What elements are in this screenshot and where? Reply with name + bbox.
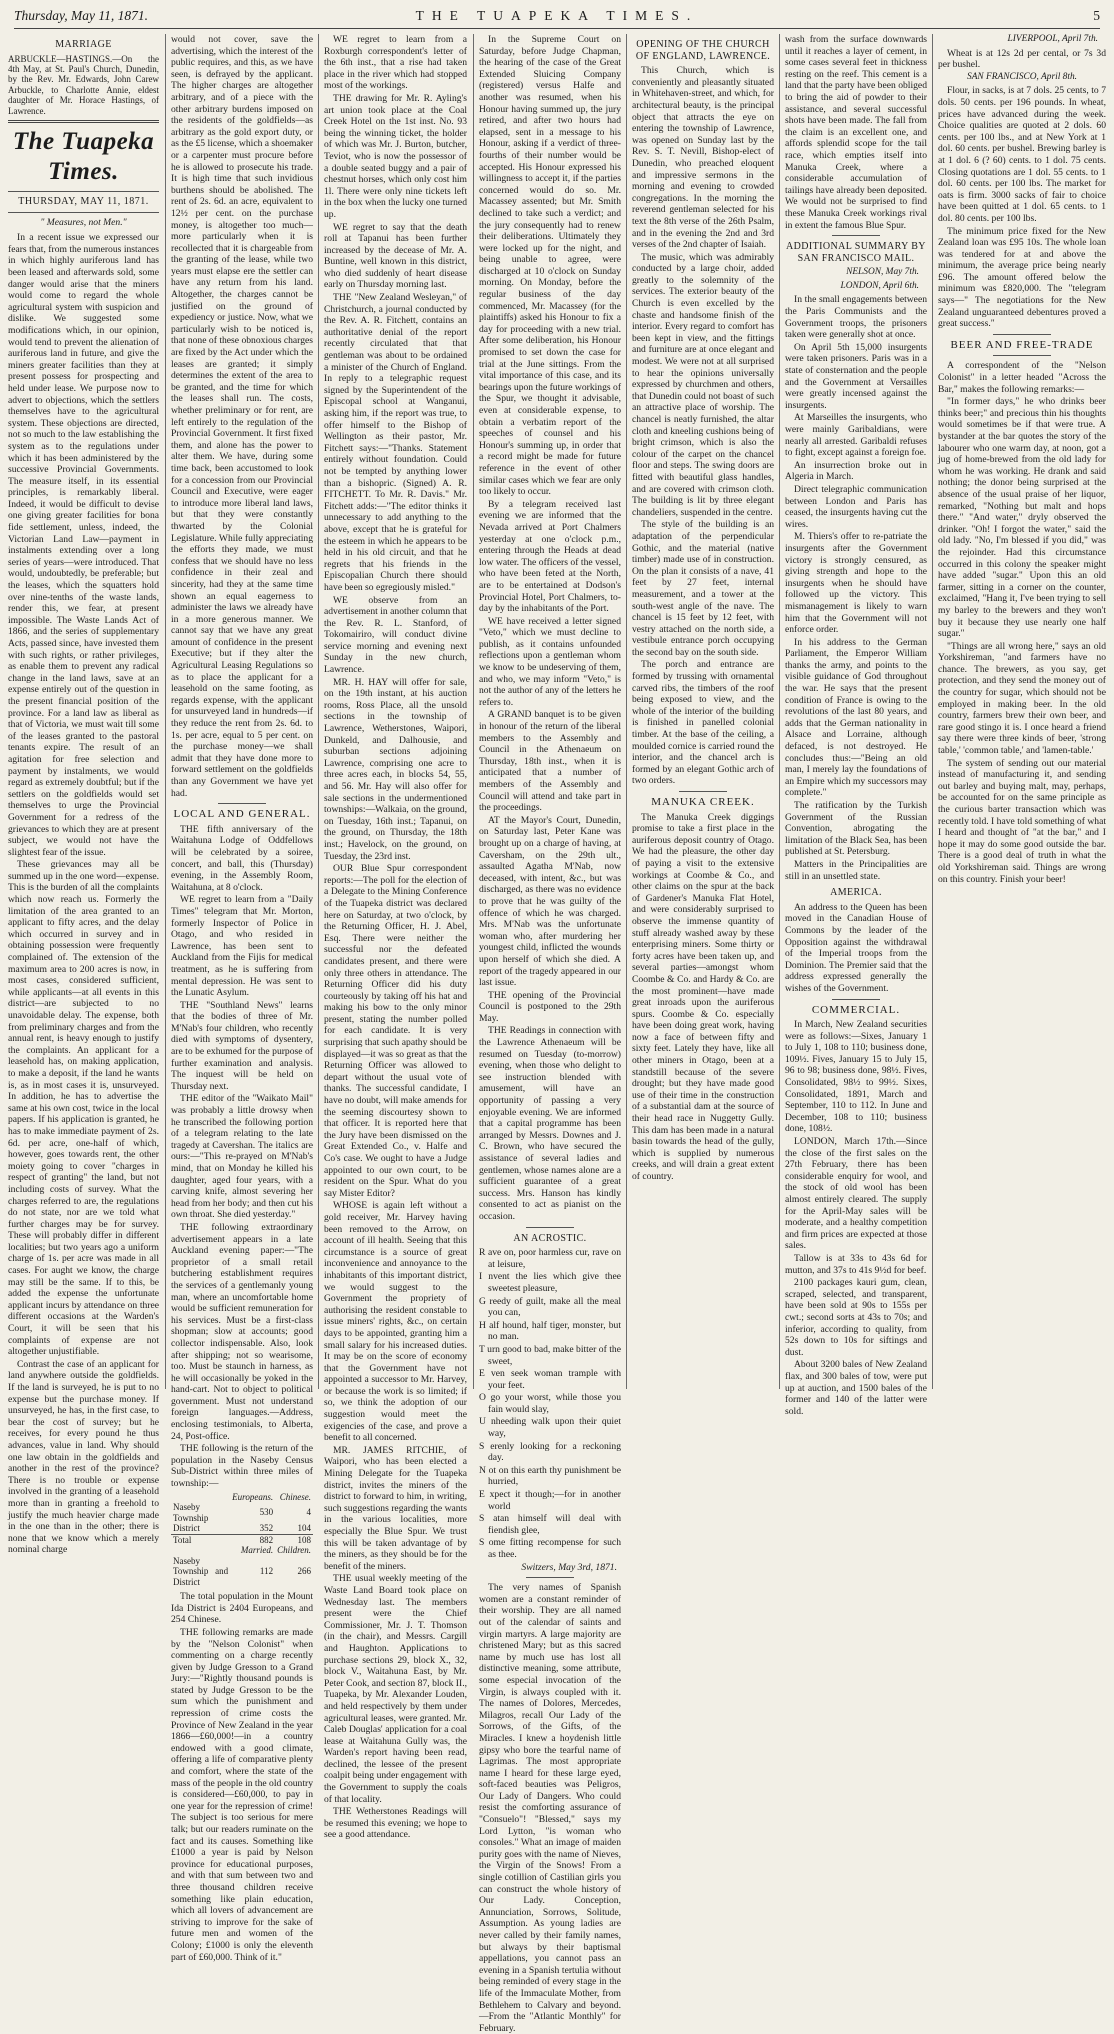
masthead-motto: " Measures, not Men."	[40, 216, 127, 228]
divider	[8, 212, 159, 213]
census-cell: 104	[297, 1523, 311, 1534]
census-header: Chinese.	[279, 1491, 311, 1502]
news-item: WE have received a letter signed "Veto," which we must decline to publish, as it contains unfounded reflections upon a gentleman whom we know to be undeserving of them, and who, we may inform "Veto," is not the author of any of the letters he refers to.	[479, 615, 621, 708]
census-cell: 112	[259, 1566, 274, 1577]
news-item: M. Thiers's offer to re-patriate the insurgents after the Government victory is strongly censured, as giving strength and hope to the insurgents when he should have followed up the victory. This mismanagement is likely to warn him that the Government will not enforce order.	[785, 531, 927, 636]
census-header: Europeans.	[232, 1491, 274, 1502]
census-header	[171, 1492, 230, 1503]
column-7	[938, 34, 1106, 1389]
america-heading: AMERICA.	[830, 887, 882, 899]
news-item: A GRAND banquet is to be given in honour of the return of the liberal members to the Assembly and Council in the Athenaeum on Thursday, 18th inst., when it is anticipated that a number of members of the Assembly and Council will attend and take part in the proceedings.	[479, 709, 621, 814]
dateline: NELSON, May 7th.	[846, 267, 919, 278]
running-head-paper-title: THE TUAPEKA TIMES.	[415, 8, 699, 23]
divider	[832, 999, 880, 1000]
news-item: OUR Blue Spur correspondent reports:—The poll for the election of a Delegate to the Mining Conference of the Tuapeka district was declared here on Saturday, at two o'clock, by the Returning Officer, H. J. Abel, Esq. There were neither the successful nor the defeated candidates present, and there were only three others in attendance. The Returning Officer did his duty courteously by taking off his hat and making his bow to the only minor present, stating the number polled for each candidate. It is very surprising that such apathy should be displayed—it was so great as that the Returning Officer was allowed to depart without the usual vote of thanks. The successful candidate, I have no doubt, will make amends for the seeming discourtesy shown to that officer. It is reported here that the Jury have been dismissed on the Great Extended Co., v. Halfe and Co's case. We ought to have a Judge appointed to our own court, to be resident on the Spur. What do you say Mister Editor?	[324, 863, 467, 1199]
news-item: About 3200 bales of New Zealand flax, and 300 bales of tow, were put up at auction, and 1500 bales of the former and 140 of the latter were sold.	[785, 1359, 927, 1417]
census-row	[171, 1523, 313, 1534]
news-item: MR. H. HAY will offer for sale, on the 19th instant, at his auction rooms, Ross Place, all the unsold sections in the township of Lawrence, Wetherstones, Waipori, Dunkeld, and Dalhousie, and suburban sections adjoining Lawrence, comprising one acre to three acres each, in blocks 54, 55, and 56. Mr. Hay will also offer for sale sections in the undermentioned townships:—Walkaia, on the ground, on Tuesday, 16th inst.; Tapanui, on the ground, on Thursday, the 18th inst.; Havelock, on the ground, on Tuesday, the 23rd inst.	[324, 676, 467, 862]
news-item: Wheat is at 12s 2d per cental, or 7s 3d per bushel.	[938, 47, 1106, 71]
acrostic-heading: AN ACROSTIC.	[513, 1232, 587, 1244]
column-5	[632, 34, 774, 1389]
beer-free-trade-heading: BEER AND FREE-TRADE	[950, 338, 1094, 351]
news-item: 2100 packages kauri gum, clean, scraped, selected, and transparent, have been sold at 90s to 155s per cwt.; second sorts at 43s to 70s; and inferior, according to quality, from 52s down to 10s for siftings and dust.	[785, 1277, 927, 1358]
news-item: Flour, in sacks, is at 7 dols. 25 cents, to 7 dols. 50 cents. per 196 pounds. In wheat, prices have advanced during the week. Choice qualities are quoted at 2 dols. 60 cents. per 100 lbs., and at New York at 1 dol. 60 cents. per bushel. Brewing barley is at 1 dol. 6 (? 60) cents. to 1 dol. 75 cents. Closing quotations are 1 dol. 55 cents. to 1 dol. 60 cents. per 100 lbs. The market for oats is firm. 3000 sacks of fair to choice have been quitted at 1 dol. 65 cents. to 1 dol. 80 cents. per 100 lbs.	[938, 85, 1106, 224]
masthead-title: The Tuapeka Times.	[12, 128, 155, 186]
poem-line: H alf hound, half tiger, monster, but no man.	[479, 1319, 621, 1343]
column-rule	[779, 34, 780, 1389]
divider	[993, 355, 1050, 356]
poem-line: S atan himself will deal with fiendish glee,	[479, 1513, 621, 1536]
news-item: THE following remarks are made by the "Nelson Colonist" when commenting on a charge recently given by Judge Gresson to a Grand Jury:—"Rightly thousand pounds is stated by Judge Gresson to be the sum which the punishment and repression of crime costs the Province of New Zealand in the year 1866—£60,000!—in a country endowed with a good climate, offering a life of comparative plenty and comfort, where the state of the mass of the people in the old country is considered—£60,000, to pay in one year for the repression of crime! The subject is too serious for mere talk; but our readers ruminate on the fact and its causes. Something like £1000 a year is paid by Nelson province for educational purposes, and with that sum between two and three thousand children receive something like plain education, which all lovers of advancement are striving to improve for the sake of future men and women of the Colony; £1000 is only the eleventh part of £60,000. Think of it."	[171, 1626, 314, 1963]
news-item: MR. JAMES RITCHIE, of Waipori, who has been elected a Mining Delegate for the Tuapeka district, invites the miners of the district to forward to him, in writing, such suggestions regarding the wants in the various localities, more especially the Blue Spur. We trust this will be taken advantage of by the miners, as they should be for the benefit of the miners.	[324, 1444, 467, 1572]
divider	[832, 235, 880, 236]
page-number: 5	[1093, 8, 1100, 23]
news-item: The total population in the Mount Ida District is 2404 Europeans, and 254 Chinese.	[171, 1591, 313, 1626]
article-paragraph: The style of the building is an adaptation of the perpendicular Gothic, and the material (native timber) made use of in construction. On the plan it consists of a nave, 41 feet by 27 feet, internal measurement, and a tower at the south-west angle of the nave. The chancel is 15 feet by 12 feet, with vestry attached on the north side, a vestibule entrance porch occupying the second bay on the south side.	[632, 519, 774, 658]
poem-line: O go your worst, while those you fain would slay,	[479, 1392, 621, 1415]
dateline: SAN FRANCISCO, April 8th.	[967, 71, 1077, 82]
census-total-row	[171, 1534, 313, 1545]
news-item: AT the Mayor's Court, Dunedin, on Saturday last, Peter Kane was brought up on a charge of having, at Caversham, on the 29th ult., assaulted Agatha M'Nab, now deceased, with intent, &c., but was discharged, as there was no evidence to prove that he was guilty of the offence of which he was charged. Mrs. M'Nab was the unfortunate woman who, after murdering her youngest child, inflicted the wounds upon herself of which she died. A report of the tragedy appeared in our last issue.	[479, 814, 621, 989]
marriage-notice: ARBUCKLE—HASTINGS.—On the 4th May, at St. Paul's Church, Dunedin, by the Rev. Mr. Edwards, John Carew Arbuckle, to Charlotte Annie, eldest daughter of Mr. Horace Hastings, of Lawrence.	[8, 53, 159, 116]
census-cell: District	[173, 1523, 200, 1534]
census-header	[171, 1545, 230, 1556]
news-item: WE observe from an advertisement in another column that the Rev. R. L. Stanford, of Tokomairiro, will conduct divine service morning and evening next Sunday in the new church, Lawrence.	[324, 594, 467, 676]
news-item: Tallow is at 33s to 43s 6d for mutton, and 37s to 41s 9½d for beef.	[785, 1252, 927, 1276]
poem-line: R ave on, poor harmless cur, rave on at leisure,	[479, 1247, 621, 1270]
news-item: THE editor of the "Waikato Mail" was probably a little drowsy when he transcribed the following portion of a telegram relating to the late tragedy at Cavershan. The italics are ours:—"This re-prayed on M'Nab's mind, that on Monday he killed his daughter, aged four years, with a carving knife, almost severing her head from her body; and then cut his own throat. She died yesterday."	[171, 1093, 313, 1221]
running-head-date: Thursday, May 11, 1871.	[14, 8, 148, 23]
news-item: THE "Southland News" learns that the bodies of three of Mr. M'Nab's four children, who recently died with symptoms of dysentery, are to be exhumed for the purpose of further examination and analysis. The inquest will be held on Thursday next.	[171, 999, 313, 1092]
divider	[8, 120, 159, 123]
article-paragraph: This Church, which is conveniently and pleasantly situated in Whitehaven-street, and which, for architectural beauty, is the principal object that attracts the eye on entering the township of Lawrence, was opened on Sunday last by the Rev. S. T. Nevill, Bishop-elect of Dunedin, who preached eloquent and impressive sermons in the morning and evening to crowded congregations. In the morning the reverend gentleman selected for his text the 8th verse of the 26th Psalm, and in the evening the 2nd and 3rd verses of the 2nd chapter of Isaiah.	[632, 65, 774, 251]
manuka-creek-heading: MANUKA CREEK.	[651, 796, 755, 808]
census-cell: 530	[259, 1507, 274, 1518]
news-item: THE following is the return of the population in the Naseby Census Sub-District within three miles of township:—	[171, 1443, 313, 1490]
divider	[679, 791, 727, 792]
news-item: Direct telegraphic communication between London and Paris has ceased, the insurgents having cut the wires.	[785, 483, 927, 530]
poem-line: U nheeding walk upon their quiet way,	[479, 1416, 621, 1440]
leader-paragraph: Contrast the case of an applicant for land anywhere outside the goldfields. If the land is surveyed, he is put to no expense but the purchase money. If unsurveyed, he has, in the first case, to bear the cost of survey; but he receives, for every pound he thus advances, value in land. Why should one law obtain in the goldfields and another in the rest of the province? There is no trouble or expense involved in the granting of a leasehold more than in granting a freehold to justify the much heavier charge made in the one than in the other; there is none that we know which a merely nominal charge	[8, 1358, 159, 1556]
census-cell: 882	[230, 1534, 275, 1545]
article-paragraph: The Manuka Creek diggings promise to take a first place in the auriferous deposit country of Otago. We had the pleasure, the other day of paying a visit to the extensive workings at Coombe & Co., and other claims on the spur at the back of Gardener's Manuka Flat Hotel, and were considerably surprised to observe the immense quantity of stuff already washed away by these enterprising miners. Some thirty or forty acres have been taken up, and several parties—amongst whom Coombe & Co. and Hardy & Co. are the most prominent—have made great inroads upon the auriferous spurs. Coombe & Co. especially have been doing great work, having now a face of between fifty and sixty feet. Lately they have, like all other miners in Otago, been at a standstill because of the severe drought; but they have made good use of their time in the construction of a substantial dam at the source of their head race in Nuggetty Gully. This dam has been made in a natural basin towards the head of the gully, which is supplied by numerous creeks, and will drain a great extent of country.	[632, 811, 774, 1182]
column-6	[785, 34, 928, 1417]
acrostic-poem	[479, 1247, 621, 1560]
column-rule	[473, 34, 474, 1389]
census-header: Married.	[240, 1545, 274, 1556]
census-table	[171, 1492, 313, 1588]
column-rule	[165, 34, 166, 1389]
news-item: WE regret to say that the death roll at Tapanui has been further increased by the decease of Mr. A. Buntine, well known in this district, who died suddenly of heart disease early on Thursday morning last.	[324, 221, 467, 291]
news-item: Matters in the Principalities are still in an unsettled state.	[785, 858, 927, 882]
news-item: An address to the Queen has been moved in the Canadian House of Commons by the leader of the Opposition against the withdrawal of the Imperial troops from the Dominion. The Premier said that the address expressed generally the wishes of the Government.	[785, 901, 927, 994]
news-item: In his address to the German Parliament, the Emperor William thanks the army, and points to the visible guidance of God throughout the war. He says that the present condition of France is owing to the revolutions of the last 80 years, and adds that the German nationality in Alsace and Lorraine, although defaced, is not destroyed. He concludes thus:—"Being an old man, I merely lay the foundations of an Empire which my successors may complete."	[785, 636, 928, 799]
news-item: In March, New Zealand securities were as follows:—Sixes, January 1 to July 1, 108 to 110; business done, 109½. Fives, January 15 to July 15, 96 to 98; business done, 98½. Fives, Consolidated, 98½ to 99½. Sixes, Consolidated, 1891, March and September, 110 to 112. In June and December, 108 to 110; business done, 108½.	[785, 1019, 927, 1135]
divider	[218, 803, 266, 804]
census-header: Children.	[277, 1545, 311, 1556]
census-cell: 352	[259, 1523, 274, 1534]
leader-paragraph: In a recent issue we expressed our fears that, from the numerous instances in which highly auriferous land has been leased and afterwards sold, some danger would arise that the miners would come to regard the whole agricultural system with suspicion and dislike. We suggested some modifications which, in our opinion, would tend to prevent the alienation of auriferous land in future, and give the miners greater facilities than they at present possess for prospecting and held under lease. We purpose now to advert to objections, which the settlers themselves have to the agricultural system. These objections are directed, not so much to the law establishing the system as to the regulations under which it has been administered by the successive Provincial Governments. The measure itself, in its essential principles, is remarkably liberal. Indeed, it would be difficult to devise one giving greater facilities for bona fide settlement, unless, indeed, the Victorian Land Law—payment in instalments extending over a long series of years—were introduced. That would, undoubtedly, be preferable; but the leases, which the squatters hold over nine-tenths of the waste lands, render this, we fear, at present impossible. The Waste Lands Act of 1866, and the series of supplementary Acts, passed since, have invested them with such rights, or rather privileges, as enable them to prevent any radical change in the land laws, save at an expense entirely out of the question in the present financial position of the province. For a land law as liberal as that of Victoria, we must wait till some of the leases granted to the pastoral tenants expire. The result of an agitation for free selection and payment by instalments, we would regard as extremely doubtful; but if the settlers on the goldfields would set themselves to urge the Provincial Government for a redress of the grievances to which they are at present subject, we would not have the slightest fear of the issue.	[8, 232, 159, 858]
divider	[993, 334, 1050, 335]
census-cell: 4	[306, 1507, 311, 1518]
dateline: LIVERPOOL, April 7th.	[1007, 34, 1098, 44]
running-head	[14, 6, 1100, 29]
news-item: In the small engagements between the Paris Communists and the Government troops, the prisoners taken were generally shot at once.	[785, 294, 927, 341]
news-item: The ratification by the Turkish Government of the Russian Convention, abrogating the limitation of the Black Sea, has been published at St. Petersburg.	[785, 800, 927, 858]
news-item: WE regret to learn from a "Daily Times" telegram that Mr. Morton, formerly Inspector of Police in Otago, and who resided in Lawrence, has been sent to Auckland from the Fijis for medical treatment, as he is suffering from mental depression. He was sent to the Lunatic Asylum.	[171, 894, 313, 999]
news-item: The very names of Spanish women are a constant reminder of their worship. They are all named out of the calendar of saints and virgin martyrs. A large majority are christened Mary; but as this sacred name by much use has lost all distinctive meaning, some attribute, some especial invocation of the Virgin, is always coupled with it. The names of Dolores, Mercedes, Milagros, recall Our Lady of the Sorrows, of the Gifts, of the Miracles. I knew a hoydenish little gipsy who bore the tearful name of Lagrimas. The most appropriate name I heard for these large eyed, soft-faced beauties was Peligros, Our Lady of Dangers. Who could resist the comforting assurance of "Consuelo"! "Blessed," says my Lord Lytton, "is woman who consoles." What an image of maiden purity goes with the name of Nieves, the Virgin of the Snows! From a single cotillion of Castilian girls you can construct the whole history of Our Lady. Conception, Annunciation, Sorrows, Solitude, Assumption. As young ladies are never called by their family names, but always by their baptismal appellations, you cannot pass an evening in a Spanish tertulia without being reminded of every stage in the life of the Immaculate Mother, from Bethlehem to Calvary and beyond.—From the "Atlantic Monthly" for February.	[479, 1582, 621, 2034]
poem-line: S erenly looking for a reckoning day.	[479, 1440, 621, 1464]
news-item: THE usual weekly meeting of the Waste Land Board took place on Wednesday last. The members present were the Chief Commissioner, Mr. J. T. Thomson (in the chair), and Messrs. Cargill and Haughton. Applications to purchase sections 29, block X., 32, block V., Waitahuna East, by Mr. Peter Cook, and section 87, block II., Tuapeka, by Mr. Alexander Louden, and held respectively by them under agricultural leases, were granted. Mr. Caleb Douglas' application for a coal lease at Waitahuna Gully was, the Warden's report having been read, declined, the lessee of the present coalpit being under engagement with the Government to supply the coals of that locality.	[324, 1573, 467, 1805]
poem-line: T urn good to bad, make bitter of the sweet,	[479, 1343, 621, 1367]
news-item: THE Readings in connection with the Lawrence Athenaeum will be resumed on Tuesday (to-morrow) evening, when those who delight to see instruction blended with amusement, will have an opportunity of passing a very enjoyable evening. We are informed that a capital programme has been arranged by Messrs. Downes and J. C. Brown, who have secured the assistance of several ladies and gentlemen, whose names alone are a sufficient guarantee of a great success. Mrs. Hanson has kindly consented to act as pianist on the occasion.	[479, 1025, 621, 1222]
summary-heading: ADDITIONAL SUMMARY BY SAN FRANCISCO MAIL.	[786, 241, 926, 264]
news-item: THE fifth anniversary of the Waitahuna Lodge of Oddfellows will be celebrated by a soiree, concert, and ball, this (Thursday) evening, in the Assembly Room, Waitahuna, at 8 o'clock.	[171, 823, 313, 893]
news-item: WE regret to learn from a Roxburgh correspondent's letter of the 6th inst., that a rise had taken place in the river which had stopped most of the workings.	[324, 34, 467, 92]
article-paragraph: The porch and entrance are formed by trussing with ornamental carved ribs, the timbers of the roof being exposed to view, and the whole of the interior of the building is finished in panelled colonial timber. At the base of the ceiling, a moulded cornice is carried round the interior, and the chancel arch is formed by an elegant Gothic arch of two orders.	[632, 659, 774, 787]
news-item: In the Supreme Court on Saturday, before Judge Chapman, the hearing of the case of the Great Extended Sluicing Company (registered) versus Halfe and another was resumed, when his Honour having summed up, the jury retired, and after two hours had elapsed, sent in a message to his Honour, asking if a verdict of three-fourths of their number would be accepted. His Honour expressed his willingness to accept it, if the parties concerned would do so. Mr. Macassey assented; but Mr. Smith declined to take such a verdict; and the jury consequently had to renew their deliberations. Ultimately they were locked up for the night, and being unable to agree, were discharged at 10 o'clock on Sunday morning. On Monday, before the regular business of the day commenced, Mr. Macassey (for the plaintiffs) asked his Honour to fix a day for proceeding with a new trial. After some deliberation, his Honour promised to set down the case for trial at the June sittings. From the vital importance of this case, and its bearings upon the future workings of the Spur, we thought it advisable, even at considerable expense, to obtain a verbatim report of the speeches of counsel and his Honour's summing up, in order that a record might be made for future reference in the event of other similar cases which we fear are only too likely to occur.	[479, 34, 622, 498]
column-3	[324, 34, 467, 1841]
article-paragraph: The music, which was admirably conducted by a large choir, added greatly to the solemnity of the services. The exterior beauty of the Church is even excelled by the chaste and handsome finish of the interior. Every regard to comfort has been kept in view, and the fittings and furniture are at once elegant and modest. We were not at all surprised to hear the opinions universally expressed by churchmen and others, that Dunedin could not boast of such an attractive place of worship. The chancel is neatly furnished, the altar cloth and kneeling cushions being of bright crimson, which is also the colour of the carpet on the chancel floor and steps. The swing doors are fitted with beautiful glass handles, and are covered with crimson cloth. The building is lit by three elegant chandeliers, suspended in the centre.	[632, 251, 774, 518]
column-rule	[626, 34, 627, 1389]
news-item: An insurrection broke out in Algeria in March.	[785, 459, 927, 483]
census-cell: Naseby Township and District	[173, 1555, 229, 1587]
poem-line: E xpect it though;—for in another world	[479, 1489, 621, 1512]
poem-line: I nvent the lies which give thee sweetest pleasure,	[479, 1271, 621, 1294]
divider	[526, 1227, 574, 1228]
news-item: THE opening of the Provincial Council is postponed to the 29th May.	[479, 989, 621, 1024]
news-item: THE Wetherstones Readings will be resumed this evening; we hope to see a good attendance.	[324, 1806, 467, 1841]
local-and-general-heading: LOCAL AND GENERAL.	[173, 808, 311, 821]
census-header-row	[171, 1492, 313, 1503]
poem-line: N ot on this earth thy punishment be hurried,	[479, 1464, 621, 1488]
article-paragraph: "In former days," he who drinks beer thinks beer;" and precious thin his thoughts would sometimes be if that were true. A bystander at the bar quotes the story of the labourer who one warm day, at noon, got a jug of home-brewed from the old lady for whom he was working. He drank and said nothing; the donor being surprised at the absence of the usual praise of her liquor, remarked, "Nothing but malt and hops there." "And water," dryly observed the drinker. "Oh! I forgot the water," said the old lady. "No, I'm blessed if you did," was the rejoinder. Had this circumstance occurred in this colony the speaker might have added "sugar." Upon this an old farmer, sitting in a corner on the counter, exclaimed, "Hang it, I've been trying to sell my barley to the brewers and they won't buy it because they use nearly one half sugar."	[938, 396, 1106, 640]
census-cell: 266	[297, 1566, 311, 1577]
article-paragraph: wash from the surface downwards until it reaches a layer of cement, in some cases several feet in thickness resting on the reef. This cement is a land that the party have been obliged to bring the aid of powder to their assistance, and several successful shots have been made. The fall from the claim is an excellent one, and affords splendid scope for the tail race, which empties itself into Manuka Creek, where a considerable accumulation of tailings have already been deposited. We would not be surprised to find these Manuka Creek workings rival in extent the famous Blue Spur.	[785, 34, 927, 231]
news-item: On April 5th 15,000 insurgents were taken prisoners. Paris was in a state of consternation and the people and the Government at Versailles were greatly incensed against the insurgents.	[785, 341, 927, 411]
column-2	[171, 34, 314, 1963]
census-cell: 108	[275, 1534, 313, 1545]
divider	[8, 191, 159, 192]
marriage-heading: MARRIAGE	[55, 39, 112, 50]
poem-line: E ven seek woman trample with your feet.	[479, 1368, 621, 1391]
news-item: THE "New Zealand Wesleyan," of Christchurch, a journal conducted by the Rev. A. R. Fitchett, contains an authoritative denial of the report recently circulated that that gentleman was about to be ordained a minister of the Church of England. In reply to a telegraphic request signed by the Superintendent of the Episcopal school at Wanganui, asking him, if the report was true, to offer himself to the Bishop of Wellington as their pastor, Mr. Fitchett says:—"Thanks. Statement entirely without foundation. Could not be tempted by anything lower than a bishopric. (Signed) A. R. FITCHETT. To Mr. R. Davis." Mr. Fitchett adds:—"The editor thinks it unnecessary to add anything to the above, except that he is grateful for the esteem in which he appears to be held in his old circuit, and that he regrets that his friends in the Episcopalian Church there should have been so egregiously misled."	[324, 292, 467, 593]
acrostic-signature: Switzers, May 3rd, 1871.	[521, 1561, 617, 1573]
commercial-heading: COMMERCIAL.	[811, 1003, 901, 1016]
news-item: THE following extraordinary advertisement appears in a late Auckland evening paper:—"The proprietor of a small retail butchering establishment requires the services of a gentlemanly young man, where an uncomfortable home would be sufficient remuneration for his services. Must be a first-class shopman; slow at accounts; good collector indispensable. Also, look after shipping; not so wearisome, too. Must be staunch in harness, as he will occasionally be yoked in the hand-cart. Not to object to political government. Must not understand foreign languages.—Address, enclosing testimonials, to Alberta, 24, Post-office.	[171, 1221, 313, 1442]
leader-paragraph: would not cover, save the advertising, which the interest of the public requires, and this, as we have seen, is defrayed by the applicant. The higher charges are altogether arbitrary, and of a piece with the other arbitrary burdens imposed on the residents of the goldfields—as arbitrary as the gold export duty, or as the £5 license, which a shoemaker or a carpenter must procure before he is allowed to prosecute his trade. It is high time that such invidious burthens should be abolished. The rent of 2s. 6d. an acre, equivalent to 12½ per cent. on the purchase money, is altogether too much—more particularly when it is recollected that it is chargeable from the granting of the lease, while two years must elapse ere the settler can have any return from his land. Altogether, the charges cannot be justified on the ground of expediency or justice. Now, what we particularly wish to be noticed is, that none of these obnoxious charges are fixed by the Act under which the leases are granted; it simply determines the extent of the area to be granted, and the time for which the leases shall run. The costs, whether preliminary or for rent, are left entirely to the regulation of the Provincial Government. It first fixed them, and alone has the power to alter them. We have, during some time back, been accustomed to look for a concession from our Provincial Council and Executive, were eager to introduce more liberal land laws, but that they were constantly thwarted by the Colonial Legislature. While fully appreciating the efforts they made, we must confess that we should have no less confidence in their zeal and sincerity, had they at the same time shown an equal eagerness to administer the laws we already have in a more generous manner. We cannot say that we have any great amount of confidence in the present Executive; but if they alter the Agricultural Leasing Regulations so as to place the applicant for a leasehold on the same footing, as regards expense, with the applicant for unsurveyed land in hundreds—if they reduce the rent from 2s. 6d. to 1s. per acre, equal to 5 per cent. on the purchase money—we shall admit that they have done more to forward settlement on the goldfields than any Government we have yet had.	[171, 34, 313, 799]
article-paragraph: "Things are all wrong here," says an old Yorkshireman, "and farmers have no chance. The brewers, as you say, get protection, and they send the money out of the country for sugar, which should not be employed in making beer. In the old country, farmers brew their own beer, and rare good stingo it is. I once heard a friend say there were three kinds of beer, 'strong table,' 'common table,' and 'lamen-table.'	[938, 640, 1106, 757]
dateline: LONDON, April 6th.	[840, 280, 919, 291]
leader-paragraph: These grievances may all be summed up in the one word—expense. This is the burden of all the complaints which now reach us. Formerly the limitation of the area granted to an applicant to fifty acres, and the delay which occurred in survey and in obtaining possession were frequently complained of. The extension of the maximum area to 200 acres is now, in most cases, considered sufficient, while applicants—at all events in this district—are subjected to no unavoidable delay. The expense, both from preliminary charges and from the annual rent, is heavy enough to justify the complaints. An applicant for a leasehold has, on making application, to make a deposit, if the land he wants is, as in most cases it is, unsurveyed. In addition, he has to advertise the same at his own cost, twice in the local papers. If his application is granted, he has to make immediate payment of 2s. 6d. per acre, one-half of which, however, goes towards rent, the other moiety going to cover "charges in respect of granting" the land, but not including costs of survey. What the charges referred to are, the regulations do not state, nor are we told what further charges may be for survey. These will probably differ in different localities; but two years ago a uniform charge of 1s. per acre was made in all cases. For aught we know, the charge may still be the same. If to this, be added the expense the unfortunate applicant incurs by attendance on three different occasions at the Warden's Court, it will be seen that his complaints of expense are not altogether unjustifiable.	[8, 859, 159, 1358]
article-paragraph: A correspondent of the "Nelson Colonist" in a letter headed "Across the Bar," makes the following remarks:—	[938, 360, 1106, 395]
news-item: By a telegram received last evening we are informed that the Nevada arrived at Port Chalmers yesterday at one o'clock p.m., entering through the Heads at dead low water. The officers of the vessel, who have been feted at the North, are to be entertained at Dodson's Provincial Hotel, Port Chalmers, to-day by the inhabitants of the Port.	[479, 498, 621, 615]
news-item: LONDON, March 17th.—Since the close of the first sales on the 27th February, there has been considerable enquiry for wool, and the stock of old wool has been almost entirely cleared. The supply for the April-May sales will be moderate, and a healthy competition and firm prices are expected at those sales.	[785, 1136, 927, 1252]
church-opening-heading: OPENING OF THE CHURCH OF ENGLAND, LAWRENCE.	[635, 39, 771, 62]
census-row	[171, 1502, 313, 1523]
divider	[526, 1577, 574, 1578]
article-paragraph: The system of sending out our material instead of manufacturing it, and sending out barley and buying malt, may, perhaps, be accounted for on the same principle as the curious barter transaction which was recently told. I have told something of what I heard and thought of "at the bar," and I hope it may do some good outside the bar. There is a good deal of truth in what the old Yorkshireman said. Things are wrong on this country. Finish your beer!	[938, 757, 1106, 885]
poem-line: G reedy of guilt, make all the meal you can,	[479, 1295, 621, 1319]
column-1	[8, 34, 159, 1556]
poem-line: S ome fitting recompense for such as thee.	[479, 1537, 621, 1560]
census-header-row	[171, 1545, 313, 1556]
census-cell: Total	[171, 1534, 230, 1545]
column-rule	[318, 34, 319, 1389]
issue-date: THURSDAY, MAY 11, 1871.	[18, 196, 149, 208]
census-row	[171, 1556, 313, 1588]
news-item: At Marseilles the insurgents, who were mainly Garibaldians, were nearly all arrested. Garibaldi refuses to fight, except against a foreign foe.	[785, 412, 927, 459]
news-item: WHOSE is again left without a gold receiver, Mr. Harvey having been removed to the Arrow, on account of ill health. Seeing that this circumstance is a source of great inconvenience and annoyance to the inhabitants of this important district, we would suggest to the Government the propriety of authorising the resident constable to issue miners' rights, &c., on certain days to be appointed, granting him a small salary for his increased duties. It may be on the score of economy that the Government have not appointed a successor to Mr. Harvey, or because the work is so limited; if so, we think the adoption of our suggestion would meet the exigencies of the case, and prove a benefit to all concerned.	[324, 1200, 467, 1444]
column-4	[479, 34, 622, 2034]
news-item: The minimum price fixed for the New Zealand loan was £95 10s. The whole loan was tendered for at and above the minimum, the average price being nearly £96. The amount offered below the minimum was £820,000. The "telegram says—" The negotiations for the New Zealand unguaranteed debentures proved a great success."	[938, 225, 1106, 330]
census-cell: Naseby Township	[173, 1502, 209, 1523]
news-item: THE drawing for Mr. R. Ayling's art union took place at the Coal Creek Hotel on the 1st inst. No. 93 being the winning ticket, the holder of which was Mr. J. Burton, butcher, Teviot, who is now the possessor of a double seated buggy and a pair of chestnut horses, which only cost him 1l. There were only nine tickets left in the box when the lucky one turned up.	[324, 92, 467, 220]
column-rule	[932, 34, 933, 1389]
